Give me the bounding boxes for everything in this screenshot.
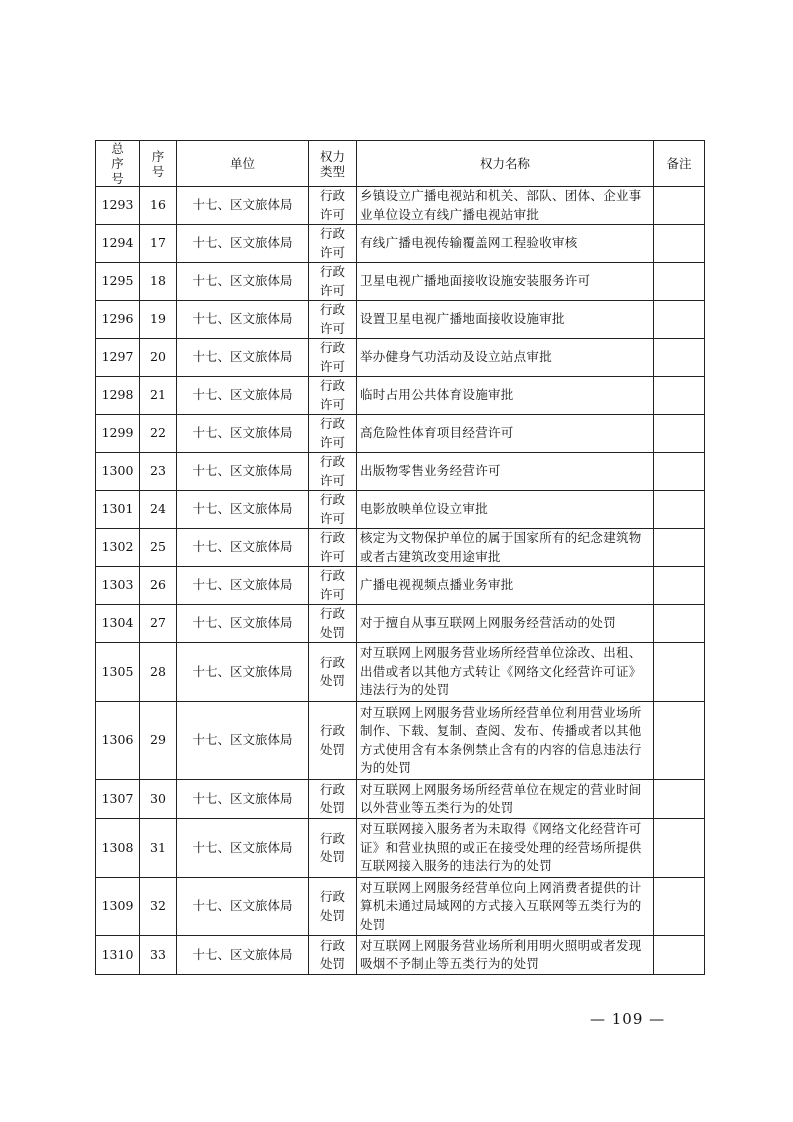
- table-row: [96, 377, 705, 415]
- cell-remark: [654, 643, 705, 702]
- cell-seq-no: 25: [140, 529, 177, 567]
- cell-power-type: 行政许可: [309, 567, 357, 605]
- cell-remark: [654, 263, 705, 301]
- header-seq-no: 序号: [140, 141, 177, 187]
- table-row: [96, 702, 705, 780]
- cell-power-type: 行政许可: [309, 453, 357, 491]
- cell-seq-no: 26: [140, 567, 177, 605]
- cell-unit: 十七、区文旅体局: [177, 529, 309, 567]
- cell-total-no: 1299: [96, 415, 140, 453]
- cell-total-no: 1307: [96, 780, 140, 819]
- cell-power-name: 广播电视视频点播业务审批: [357, 567, 654, 605]
- cell-unit: 十七、区文旅体局: [177, 643, 309, 702]
- cell-unit: 十七、区文旅体局: [177, 415, 309, 453]
- cell-power-name: 对互联网上网服务营业场所经营单位利用营业场所制作、下载、复制、查阅、发布、传播或者以其他方式使用含有本条例禁止含有的内容的信息违法行为的处罚: [357, 702, 654, 780]
- cell-remark: [654, 415, 705, 453]
- cell-total-no: 1303: [96, 567, 140, 605]
- cell-seq-no: 21: [140, 377, 177, 415]
- cell-total-no: 1308: [96, 819, 140, 878]
- table-row: [96, 415, 705, 453]
- cell-unit: 十七、区文旅体局: [177, 780, 309, 819]
- cell-remark: [654, 878, 705, 936]
- cell-power-name: 对互联网上网服务经营单位向上网消费者提供的计算机未通过局域网的方式接入互联网等五类行为的处罚: [357, 878, 654, 936]
- cell-power-name: 举办健身气功活动及设立站点审批: [357, 339, 654, 377]
- header-unit: 单位: [177, 141, 309, 187]
- cell-power-name: 高危险性体育项目经营许可: [357, 415, 654, 453]
- cell-seq-no: 23: [140, 453, 177, 491]
- cell-unit: 十七、区文旅体局: [177, 567, 309, 605]
- cell-power-type: 行政许可: [309, 301, 357, 339]
- table-row: [96, 567, 705, 605]
- cell-remark: [654, 567, 705, 605]
- cell-total-no: 1293: [96, 187, 140, 225]
- cell-power-type: 行政许可: [309, 225, 357, 263]
- cell-unit: 十七、区文旅体局: [177, 702, 309, 780]
- cell-remark: [654, 936, 705, 975]
- cell-power-name: 临时占用公共体育设施审批: [357, 377, 654, 415]
- table-row: [96, 878, 705, 936]
- table-row: [96, 491, 705, 529]
- cell-seq-no: 18: [140, 263, 177, 301]
- table-row: [96, 605, 705, 643]
- cell-remark: [654, 377, 705, 415]
- cell-total-no: 1302: [96, 529, 140, 567]
- table-row: [96, 780, 705, 819]
- cell-seq-no: 28: [140, 643, 177, 702]
- cell-power-name: 对互联网上网服务营业场所利用明火照明或者发现吸烟不予制止等五类行为的处罚: [357, 936, 654, 975]
- cell-seq-no: 29: [140, 702, 177, 780]
- cell-total-no: 1298: [96, 377, 140, 415]
- cell-power-type: 行政许可: [309, 377, 357, 415]
- cell-total-no: 1295: [96, 263, 140, 301]
- cell-power-type: 行政许可: [309, 339, 357, 377]
- cell-seq-no: 22: [140, 415, 177, 453]
- table-row: [96, 936, 705, 975]
- power-list-table: [95, 140, 705, 975]
- cell-power-type: 行政许可: [309, 415, 357, 453]
- cell-remark: [654, 702, 705, 780]
- table-row: [96, 187, 705, 225]
- cell-remark: [654, 819, 705, 878]
- cell-power-name: 出版物零售业务经营许可: [357, 453, 654, 491]
- cell-seq-no: 30: [140, 780, 177, 819]
- cell-total-no: 1301: [96, 491, 140, 529]
- cell-power-name: 电影放映单位设立审批: [357, 491, 654, 529]
- header-power-type: 权力类型: [309, 141, 357, 187]
- cell-power-name: 核定为文物保护单位的属于国家所有的纪念建筑物或者古建筑改变用途审批: [357, 529, 654, 567]
- cell-power-type: 行政许可: [309, 529, 357, 567]
- cell-power-name: 卫星电视广播地面接收设施安装服务许可: [357, 263, 654, 301]
- cell-power-type: 行政处罚: [309, 702, 357, 780]
- header-total-no: 总序号: [96, 141, 140, 187]
- cell-power-name: 设置卫星电视广播地面接收设施审批: [357, 301, 654, 339]
- cell-unit: 十七、区文旅体局: [177, 263, 309, 301]
- cell-seq-no: 17: [140, 225, 177, 263]
- cell-remark: [654, 780, 705, 819]
- cell-unit: 十七、区文旅体局: [177, 339, 309, 377]
- cell-seq-no: 32: [140, 878, 177, 936]
- table-row: [96, 529, 705, 567]
- cell-total-no: 1310: [96, 936, 140, 975]
- cell-remark: [654, 187, 705, 225]
- cell-remark: [654, 529, 705, 567]
- cell-power-type: 行政处罚: [309, 605, 357, 643]
- cell-unit: 十七、区文旅体局: [177, 819, 309, 878]
- header-remark: 备注: [654, 141, 705, 187]
- table-header-row: [96, 141, 705, 187]
- cell-power-type: 行政许可: [309, 263, 357, 301]
- cell-remark: [654, 453, 705, 491]
- table-row: [96, 263, 705, 301]
- cell-remark: [654, 491, 705, 529]
- cell-power-name: 对于擅自从事互联网上网服务经营活动的处罚: [357, 605, 654, 643]
- cell-total-no: 1294: [96, 225, 140, 263]
- cell-unit: 十七、区文旅体局: [177, 878, 309, 936]
- header-power-name: 权力名称: [357, 141, 654, 187]
- cell-power-name: 对互联网上网服务场所经营单位在规定的营业时间以外营业等五类行为的处罚: [357, 780, 654, 819]
- cell-seq-no: 20: [140, 339, 177, 377]
- cell-seq-no: 31: [140, 819, 177, 878]
- cell-total-no: 1296: [96, 301, 140, 339]
- cell-power-name: 对互联网上网服务营业场所经营单位涂改、出租、出借或者以其他方式转让《网络文化经营许可证》违法行为的处罚: [357, 643, 654, 702]
- cell-total-no: 1306: [96, 702, 140, 780]
- cell-power-type: 行政许可: [309, 491, 357, 529]
- table-row: [96, 301, 705, 339]
- cell-power-type: 行政处罚: [309, 878, 357, 936]
- cell-unit: 十七、区文旅体局: [177, 936, 309, 975]
- cell-unit: 十七、区文旅体局: [177, 453, 309, 491]
- table-row: [96, 819, 705, 878]
- cell-unit: 十七、区文旅体局: [177, 605, 309, 643]
- cell-remark: [654, 301, 705, 339]
- cell-remark: [654, 339, 705, 377]
- cell-power-type: 行政处罚: [309, 643, 357, 702]
- cell-seq-no: 33: [140, 936, 177, 975]
- cell-unit: 十七、区文旅体局: [177, 225, 309, 263]
- cell-remark: [654, 605, 705, 643]
- table-row: [96, 339, 705, 377]
- cell-seq-no: 24: [140, 491, 177, 529]
- cell-total-no: 1297: [96, 339, 140, 377]
- cell-seq-no: 27: [140, 605, 177, 643]
- cell-seq-no: 16: [140, 187, 177, 225]
- table-row: [96, 643, 705, 702]
- cell-remark: [654, 225, 705, 263]
- cell-power-type: 行政处罚: [309, 936, 357, 975]
- cell-power-name: 有线广播电视传输覆盖网工程验收审核: [357, 225, 654, 263]
- cell-total-no: 1300: [96, 453, 140, 491]
- cell-power-name: 乡镇设立广播电视站和机关、部队、团体、企业事业单位设立有线广播电视站审批: [357, 187, 654, 225]
- cell-power-type: 行政许可: [309, 187, 357, 225]
- cell-unit: 十七、区文旅体局: [177, 377, 309, 415]
- page-number: — 109 —: [590, 1010, 666, 1028]
- table-row: [96, 453, 705, 491]
- cell-total-no: 1305: [96, 643, 140, 702]
- cell-power-type: 行政处罚: [309, 819, 357, 878]
- cell-unit: 十七、区文旅体局: [177, 301, 309, 339]
- cell-unit: 十七、区文旅体局: [177, 491, 309, 529]
- cell-unit: 十七、区文旅体局: [177, 187, 309, 225]
- cell-power-type: 行政处罚: [309, 780, 357, 819]
- cell-total-no: 1309: [96, 878, 140, 936]
- cell-power-name: 对互联网接入服务者为未取得《网络文化经营许可证》和营业执照的或正在接受处理的经营场所提供互联网接入服务的违法行为的处罚: [357, 819, 654, 878]
- cell-total-no: 1304: [96, 605, 140, 643]
- cell-seq-no: 19: [140, 301, 177, 339]
- table-row: [96, 225, 705, 263]
